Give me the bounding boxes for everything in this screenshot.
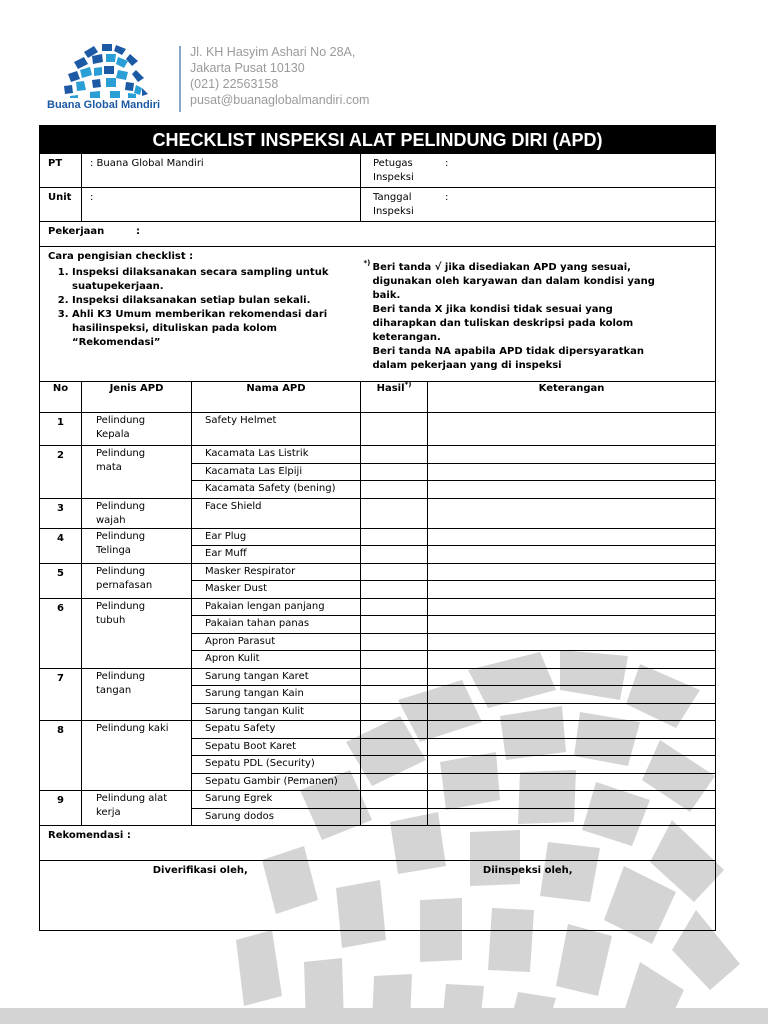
instruction-item: 1. Inspeksi dilaksanakan secara sampling untuk suatupekerjaan. [72,266,361,294]
unit-value[interactable]: : [82,188,361,222]
jenis-apd-cell: Pelindung Kepala [82,413,192,446]
col-header-hasil [361,382,428,413]
keterangan-cell[interactable] [428,668,716,686]
hasil-cell[interactable] [361,616,428,634]
address-line: Jakarta Pusat 10130 [190,61,305,75]
table-row [40,498,716,528]
hasil-mark: *) [404,380,412,389]
keterangan-cell[interactable] [428,686,716,704]
row-number: 7 [40,668,82,721]
tanggal-label: Tanggal Inspeksi [373,192,414,217]
nama-apd-cell: Kacamata Las Listrik [192,446,361,464]
hasil-cell[interactable] [361,738,428,756]
hasil-label: Hasil [376,383,405,394]
inspected-by-label: Diinspeksi oleh, [482,865,573,876]
inspected-by-signature[interactable] [361,861,716,931]
phone-line: (021) 22563158 [190,77,279,91]
unit-label: Unit [40,188,82,222]
jenis-apd-cell: Pelindung Telinga [82,528,192,563]
row-number: 5 [40,563,82,598]
instructions-list [48,266,361,350]
nama-apd-cell: Sarung tangan Karet [192,668,361,686]
keterangan-cell[interactable] [428,463,716,481]
row-number: 3 [40,498,82,528]
table-row [40,598,716,616]
petugas-field[interactable] [361,154,716,188]
row-number: 9 [40,791,82,826]
nama-apd-cell: Apron Kulit [192,651,361,669]
instruction-item: 2. Inspeksi dilaksanakan setiap bulan sekali. [72,294,361,308]
note-item: Beri tanda √ jika disediakan APD yang sesuai, digunakan oleh karyawan dan dalam kondisi yang baik. [372,262,655,301]
nama-apd-cell: Sepatu Gambir (Pemanen) [192,773,361,791]
nama-apd-cell: Ear Plug [192,528,361,546]
hasil-cell[interactable] [361,686,428,704]
hasil-cell[interactable] [361,633,428,651]
hasil-cell[interactable] [361,463,428,481]
jenis-apd-cell: Pelindung wajah [82,498,192,528]
tanggal-field[interactable] [361,188,716,222]
verified-by-label: Diverifikasi oleh, [152,865,248,876]
tanggal-colon: : [445,192,449,203]
row-number: 8 [40,721,82,791]
email-line: pusat@buanaglobalmandiri.com [190,93,370,107]
form-title: CHECKLIST INSPEKSI ALAT PELINDUNG DIRI (APD) [40,126,716,154]
jenis-apd-cell: Pelindung kaki [82,721,192,791]
nama-apd-cell: Pakaian tahan panas [192,616,361,634]
table-row [40,446,716,464]
hasil-cell[interactable] [361,721,428,739]
keterangan-cell[interactable] [428,738,716,756]
address-line: Jl. KH Hasyim Ashari No 28A, [190,45,356,59]
pekerjaan-field[interactable] [40,222,716,247]
nama-apd-cell: Kacamata Las Elpiji [192,463,361,481]
keterangan-cell[interactable] [428,413,716,446]
table-row [40,721,716,739]
nama-apd-cell: Masker Dust [192,581,361,599]
nama-apd-cell: Face Shield [192,498,361,528]
col-header-jenis: Jenis APD [82,382,192,413]
header-divider [179,46,181,112]
table-row [40,668,716,686]
instructions-title: Cara pengisian checklist : [48,251,194,262]
table-row [40,563,716,581]
nama-apd-cell: Sarung tangan Kain [192,686,361,704]
keterangan-cell[interactable] [428,633,716,651]
pt-label: PT [40,154,82,188]
hasil-cell[interactable] [361,651,428,669]
nama-apd-cell: Sarung Egrek [192,791,361,809]
nama-apd-cell: Masker Respirator [192,563,361,581]
instruction-item: 3. Ahli K3 Umum memberikan rekomendasi dari hasilinspeksi, dituliskan pada kolom “Rekomendasi” [72,308,361,350]
col-header-no: No [40,382,82,413]
jenis-apd-cell: Pelindung tangan [82,668,192,721]
keterangan-cell[interactable] [428,446,716,464]
row-number: 1 [40,413,82,446]
pekerjaan-colon: : [136,226,140,237]
pekerjaan-label: Pekerjaan [48,226,105,237]
keterangan-cell[interactable] [428,481,716,499]
keterangan-cell[interactable] [428,703,716,721]
hasil-cell[interactable] [361,528,428,546]
instructions-block [40,247,361,382]
row-number: 4 [40,528,82,563]
table-row [40,413,716,446]
keterangan-cell[interactable] [428,808,716,826]
jenis-apd-cell: Pelindung alat kerja [82,791,192,826]
hasil-cell[interactable] [361,703,428,721]
apd-checklist-form [39,125,716,931]
petugas-label: Petugas Inspeksi [373,158,414,183]
petugas-colon: : [445,158,449,169]
hasil-cell[interactable] [361,773,428,791]
keterangan-cell[interactable] [428,773,716,791]
table-row [40,791,716,809]
nama-apd-cell: Sepatu Boot Karet [192,738,361,756]
keterangan-cell[interactable] [428,651,716,669]
hasil-cell[interactable] [361,668,428,686]
nama-apd-cell: Pakaian lengan panjang [192,598,361,616]
hasil-cell[interactable] [361,481,428,499]
col-header-keterangan: Keterangan [428,382,716,413]
col-header-nama: Nama APD [192,382,361,413]
keterangan-cell[interactable] [428,791,716,809]
keterangan-cell[interactable] [428,581,716,599]
hasil-cell[interactable] [361,413,428,446]
keterangan-cell[interactable] [428,598,716,616]
jenis-apd-cell: Pelindung pernafasan [82,563,192,598]
hasil-cell[interactable] [361,598,428,616]
hasil-cell[interactable] [361,791,428,809]
keterangan-cell[interactable] [428,721,716,739]
nama-apd-cell: Sarung dodos [192,808,361,826]
hasil-cell[interactable] [361,808,428,826]
keterangan-cell[interactable] [428,498,716,528]
nama-apd-cell: Safety Helmet [192,413,361,446]
nama-apd-cell: Sepatu PDL (Security) [192,756,361,774]
nama-apd-cell: Apron Parasut [192,633,361,651]
nama-apd-cell: Ear Muff [192,546,361,564]
keterangan-cell[interactable] [428,616,716,634]
hasil-cell[interactable] [361,498,428,528]
verified-by-signature[interactable] [40,861,361,931]
jenis-apd-cell: Pelindung mata [82,446,192,499]
hasil-cell[interactable] [361,756,428,774]
hasil-cell[interactable] [361,563,428,581]
keterangan-cell[interactable] [428,546,716,564]
pt-value[interactable]: : Buana Global Mandiri [82,154,361,188]
keterangan-cell[interactable] [428,563,716,581]
hasil-cell[interactable] [361,446,428,464]
table-row [40,528,716,546]
nama-apd-cell: Sepatu Safety [192,721,361,739]
notes-block: *) Beri tanda √ jika disediakan APD yang sesuai, digunakan oleh karyawan dan dalam kondisi yang baik. Beri tanda X jika kondisi tidak sesuai yang diharapkan dan tuliskan deskripsi pada kolom keterangan. Beri tanda NA apabila APD tidak dipersyaratkan dalam pekerjaan yang di inspeksi [361,247,716,382]
letterhead [44,40,444,115]
nama-apd-cell: Kacamata Safety (bening) [192,481,361,499]
note-item: Beri tanda X jika kondisi tidak sesuai yang diharapkan dan tuliskan deskripsi pada kolom keterangan. [372,304,634,343]
rekomendasi-field[interactable]: Rekomendasi : [40,826,716,861]
keterangan-cell[interactable] [428,756,716,774]
keterangan-cell[interactable] [428,528,716,546]
company-logo-text: Buana Global Mandiri [47,99,161,111]
hasil-cell[interactable] [361,581,428,599]
jenis-apd-cell: Pelindung tubuh [82,598,192,668]
row-number: 2 [40,446,82,499]
nama-apd-cell: Sarung tangan Kulit [192,703,361,721]
hasil-cell[interactable] [361,546,428,564]
note-item: Beri tanda NA apabila APD tidak dipersyaratkan dalam pekerjaan yang di inspeksi [372,346,645,371]
row-number: 6 [40,598,82,668]
company-address [190,44,369,108]
